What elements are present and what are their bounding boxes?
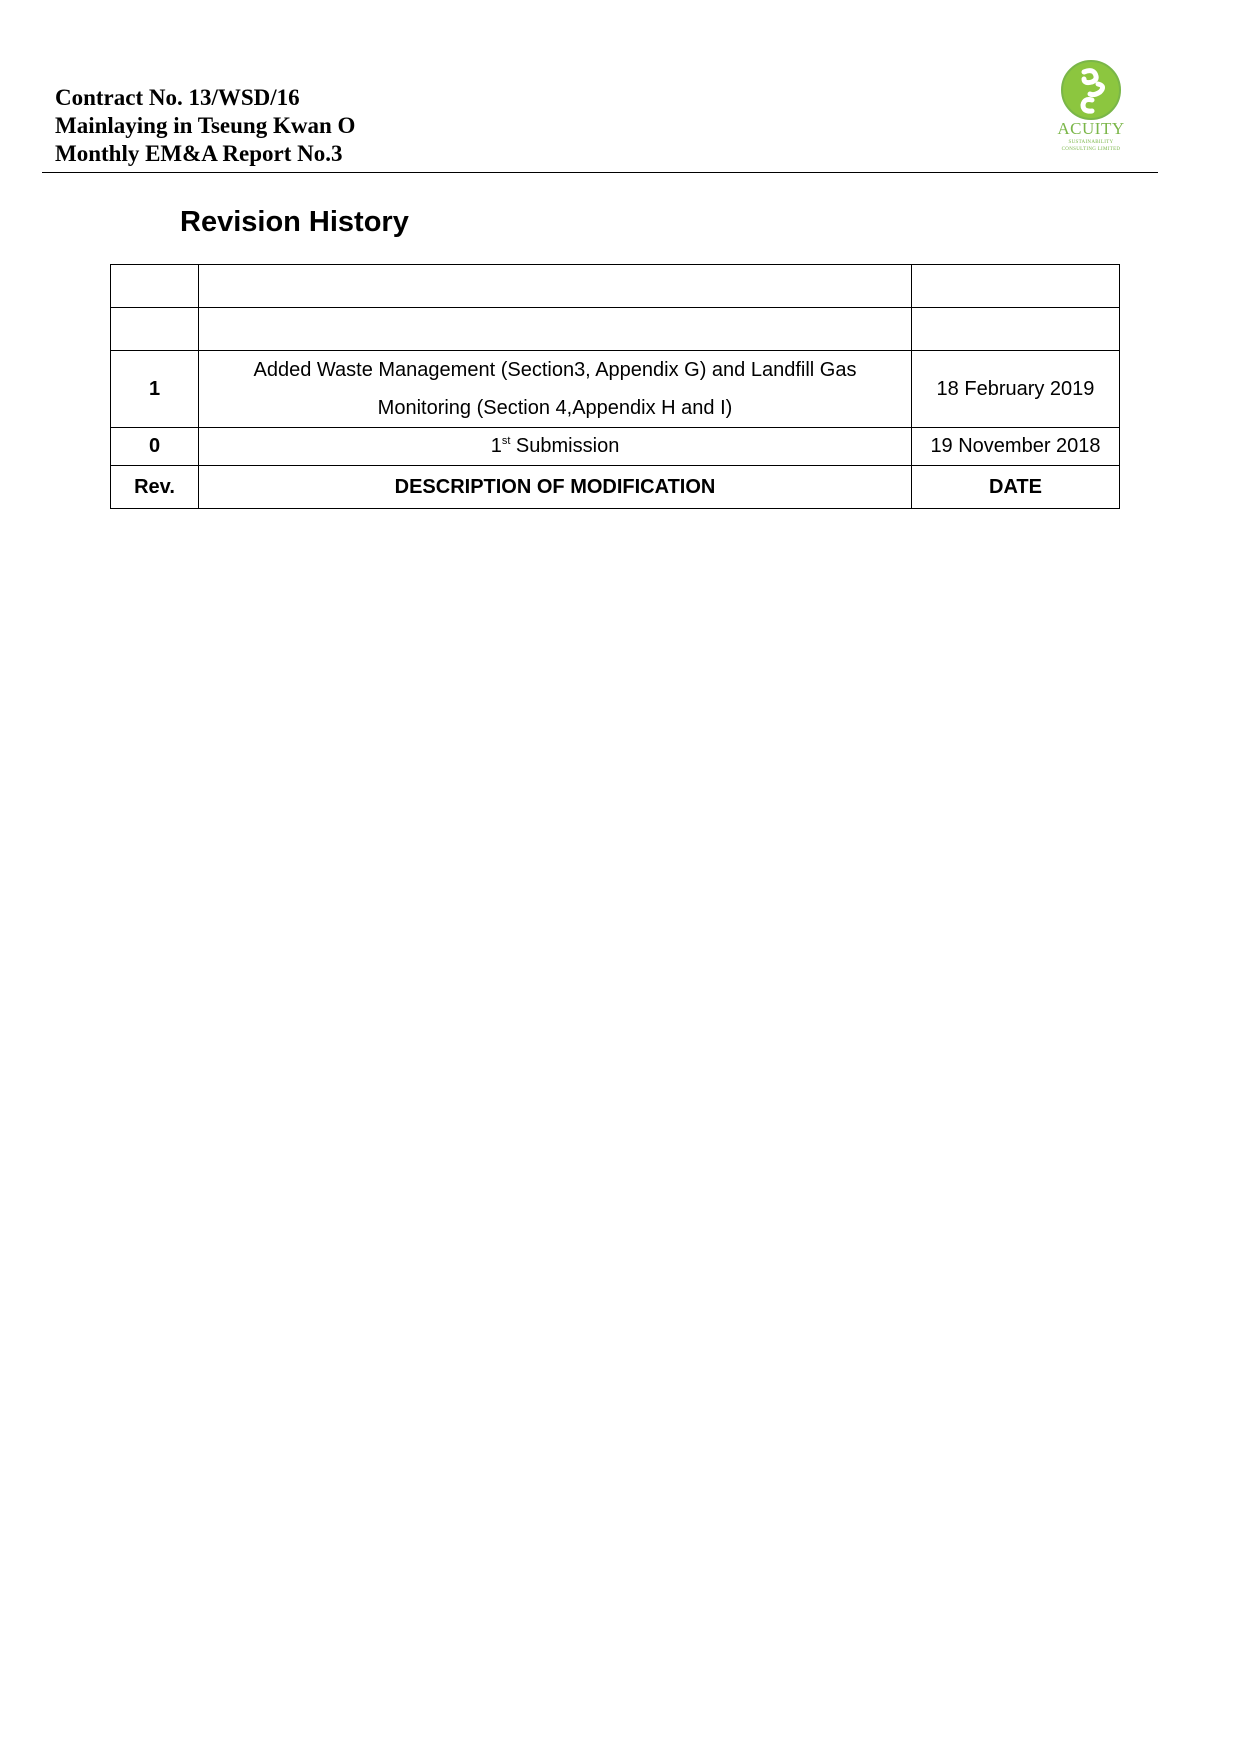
section-title: Revision History — [180, 206, 409, 238]
description-line: Monitoring (Section 4,Appendix H and I) — [377, 397, 733, 419]
date-header: DATE — [912, 466, 1120, 509]
description-line: Added Waste Management (Section3, Appendix G) and Landfill Gas — [253, 359, 857, 381]
date-cell: 18 February 2019 — [912, 351, 1120, 428]
date-cell — [912, 265, 1120, 308]
contract-number: Contract No. 13/WSD/16 — [55, 85, 300, 110]
rev-cell — [111, 265, 199, 308]
table-row — [111, 308, 1120, 351]
project-title: Mainlaying in Tseung Kwan O — [55, 113, 356, 138]
rev-cell: 1 — [111, 351, 199, 428]
logo-subtitle: SUSTAINABILITY — [1068, 140, 1114, 145]
description-cell — [199, 265, 912, 308]
description-cell — [199, 351, 912, 428]
date-cell: 19 November 2018 — [912, 428, 1120, 466]
description-header: DESCRIPTION OF MODIFICATION — [199, 466, 912, 509]
rev-header: Rev. — [111, 466, 199, 509]
table-row — [111, 265, 1120, 308]
rev-cell — [111, 308, 199, 351]
description-ordinal-suffix: st — [501, 435, 511, 447]
rev-cell: 0 — [111, 428, 199, 466]
description-cell — [199, 308, 912, 351]
report-header — [55, 84, 355, 168]
description-text: Submission — [510, 435, 620, 457]
table-row — [111, 428, 1120, 466]
logo-subtitle-2: CONSULTING LIMITED — [1061, 147, 1121, 152]
acuity-logo — [1048, 60, 1134, 156]
description-cell — [199, 428, 912, 466]
logo-wordmark: ACUITY — [1057, 119, 1125, 138]
date-cell — [912, 308, 1120, 351]
revision-history-table — [110, 264, 1120, 509]
report-title: Monthly EM&A Report No.3 — [55, 141, 343, 166]
header-divider — [42, 172, 1158, 173]
description-ordinal: 1 — [490, 435, 502, 457]
table-row — [111, 351, 1120, 428]
asc-logo-icon — [1048, 60, 1134, 120]
table-header-row — [111, 466, 1120, 509]
